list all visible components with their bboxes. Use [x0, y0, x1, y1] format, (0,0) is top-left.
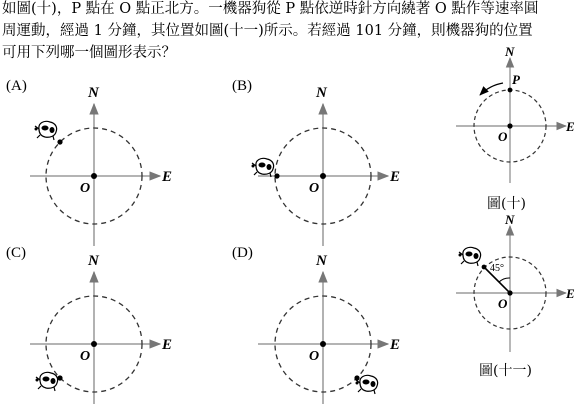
- dog-position-dot: [354, 375, 359, 380]
- origin-dot: [320, 173, 326, 179]
- question-line-1: 如圖(十)，P 點在 O 點正北方。一機器狗從 P 點依逆時針方向繞著 O 點作等速率圓: [2, 1, 539, 17]
- east-label: E: [390, 337, 401, 353]
- caption-fig11: 圖(十一): [479, 363, 532, 379]
- origin-label: O: [498, 296, 508, 311]
- angle-label: 45°: [490, 263, 504, 274]
- robot-dog-icon: [459, 247, 481, 266]
- origin-label: O: [309, 349, 320, 364]
- question-line-2: 周運動，經過 1 分鐘，其位置如圖(十一)所示。若經過 101 分鐘，則機器狗的位置: [2, 23, 533, 39]
- origin-dot: [91, 341, 97, 347]
- north-label: N: [88, 253, 99, 269]
- robot-dog-icon: [36, 372, 58, 391]
- figure-option-a: [30, 85, 172, 246]
- figure-10: [456, 44, 575, 183]
- east-label: E: [162, 337, 173, 353]
- option-c-label: (C): [6, 245, 26, 261]
- question-line-3: 可用下列哪一個圖形表示？: [2, 45, 176, 61]
- dog-position-dot: [57, 139, 62, 144]
- origin-label: O: [498, 129, 508, 144]
- north-label: N: [88, 85, 99, 101]
- origin-label: O: [309, 181, 320, 196]
- figure-option-b: [252, 85, 401, 246]
- option-a-label: (A): [6, 78, 27, 94]
- origin-label: O: [80, 349, 91, 364]
- point-p-label: P: [512, 72, 520, 87]
- point-p-dot: [508, 88, 513, 93]
- option-b-label: (B): [232, 78, 252, 94]
- angle-arc: [499, 278, 510, 282]
- robot-dog-icon: [252, 158, 274, 177]
- caption-fig10: 圖(十): [487, 196, 526, 212]
- figure-option-c: [30, 253, 172, 404]
- dog-position-dot: [274, 173, 279, 178]
- east-label: E: [566, 119, 575, 134]
- east-label: E: [162, 169, 173, 185]
- robot-dog-icon: [35, 121, 57, 140]
- figure-11: [456, 212, 575, 352]
- counterclockwise-arrow: [480, 83, 503, 95]
- east-label: E: [566, 286, 575, 301]
- north-label: N: [316, 253, 327, 269]
- east-label: E: [390, 169, 401, 185]
- north-label: N: [316, 85, 327, 101]
- north-label: N: [505, 44, 515, 59]
- north-label: N: [505, 212, 515, 227]
- dog-position-dot: [482, 265, 487, 270]
- option-d-label: (D): [232, 245, 253, 261]
- origin-dot: [320, 341, 326, 347]
- origin-dot: [507, 290, 512, 295]
- origin-label: O: [80, 181, 91, 196]
- origin-dot: [507, 123, 512, 128]
- origin-dot: [91, 173, 97, 179]
- figure-option-d: [258, 253, 400, 404]
